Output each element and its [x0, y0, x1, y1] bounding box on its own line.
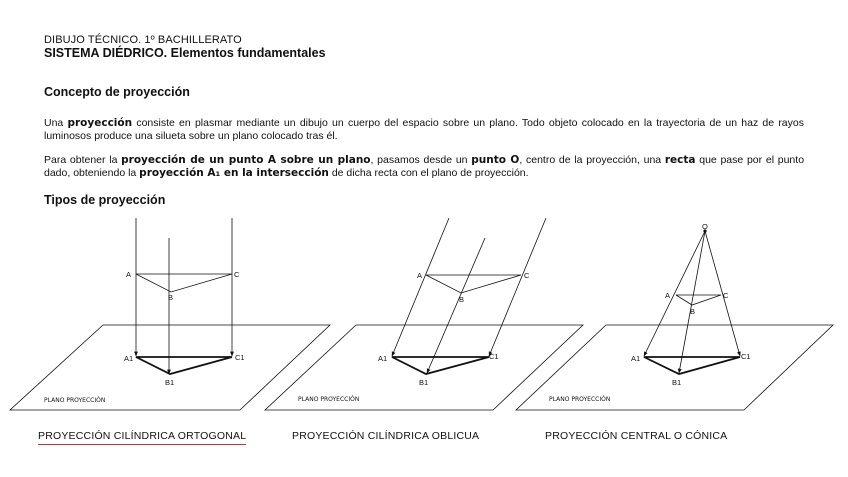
label-c1: C1	[741, 352, 751, 361]
label-b: B	[459, 295, 465, 304]
projector-b	[427, 238, 485, 373]
label-a1: A1	[378, 354, 388, 363]
triangle-abc	[426, 275, 521, 293]
label-b1: B1	[419, 378, 429, 387]
diagram-orthogonal-labels	[44, 270, 245, 404]
label-b1: B1	[672, 378, 682, 387]
label-a: A	[665, 291, 671, 300]
emphasis: proyección de un punto A sobre un plano	[121, 154, 371, 166]
document-title: SISTEMA DIÉDRICO. Elementos fundamentales	[44, 46, 326, 60]
plane-label: PLANO PROYECCIÓN	[44, 397, 106, 404]
label-c: C	[524, 271, 530, 280]
triangle-a1b1c1	[136, 357, 232, 374]
text: que pase por el punto dado, obteniendo la	[44, 154, 805, 179]
diagram-oblique-labels	[298, 271, 530, 403]
label-a1: A1	[631, 354, 641, 363]
text: de dicha recta con el plano de proyección.	[328, 166, 529, 179]
text: Una	[44, 117, 68, 129]
caption-central: PROYECCIÓN CENTRAL O CÓNICA	[545, 430, 728, 442]
label-o: O	[702, 222, 708, 231]
label-c: C	[723, 291, 729, 300]
label-a: A	[126, 270, 132, 279]
text: , centro de la proyección, una	[519, 154, 665, 166]
label-a1: A1	[124, 354, 134, 363]
label-b: B	[168, 293, 174, 302]
course-label: DIBUJO TÉCNICO. 1º BACHILLERATO	[44, 34, 242, 46]
section-heading-types: Tipos de proyección	[44, 193, 166, 207]
projector-a	[392, 218, 449, 356]
text: , pasamos desde un	[370, 154, 472, 166]
plane-label: PLANO PROYECCIÓN	[549, 396, 611, 403]
label-b: B	[690, 307, 696, 316]
label-c: C	[234, 270, 240, 279]
triangle-abc	[136, 274, 232, 292]
projector-a	[644, 231, 705, 356]
label-b1: B1	[165, 378, 175, 387]
triangle-a1b1c1	[644, 357, 740, 374]
text: consiste en plasmar mediante un dibujo un cuerpo del espacio sobre un plano. Todo objeto colocado en la trayectoria de un haz de rayos luminosos produce una silueta sobre un plano colocado tras él.	[44, 117, 804, 142]
plane-label: PLANO PROYECCIÓN	[298, 396, 360, 403]
emphasis: proyección A₁ en la intersección	[139, 166, 329, 179]
text: Para obtener la	[44, 154, 122, 166]
emphasis: recta	[664, 154, 696, 166]
projector-c	[489, 218, 546, 356]
emphasis: punto O	[471, 154, 520, 166]
diagram-central-labels	[549, 222, 751, 403]
section-heading-concept: Concepto de proyección	[44, 85, 190, 99]
caption-orthogonal: PROYECCIÓN CILÍNDRICA ORTOGONAL	[38, 430, 246, 445]
emphasis: proyección	[67, 117, 133, 129]
caption-oblique: PROYECCIÓN CILÍNDRICA OBLICUA	[292, 430, 480, 442]
label-c1: C1	[489, 352, 499, 361]
triangle-abc	[676, 295, 721, 305]
label-a: A	[417, 271, 423, 280]
triangle-a1b1c1	[392, 357, 489, 374]
label-c1: C1	[235, 353, 245, 362]
